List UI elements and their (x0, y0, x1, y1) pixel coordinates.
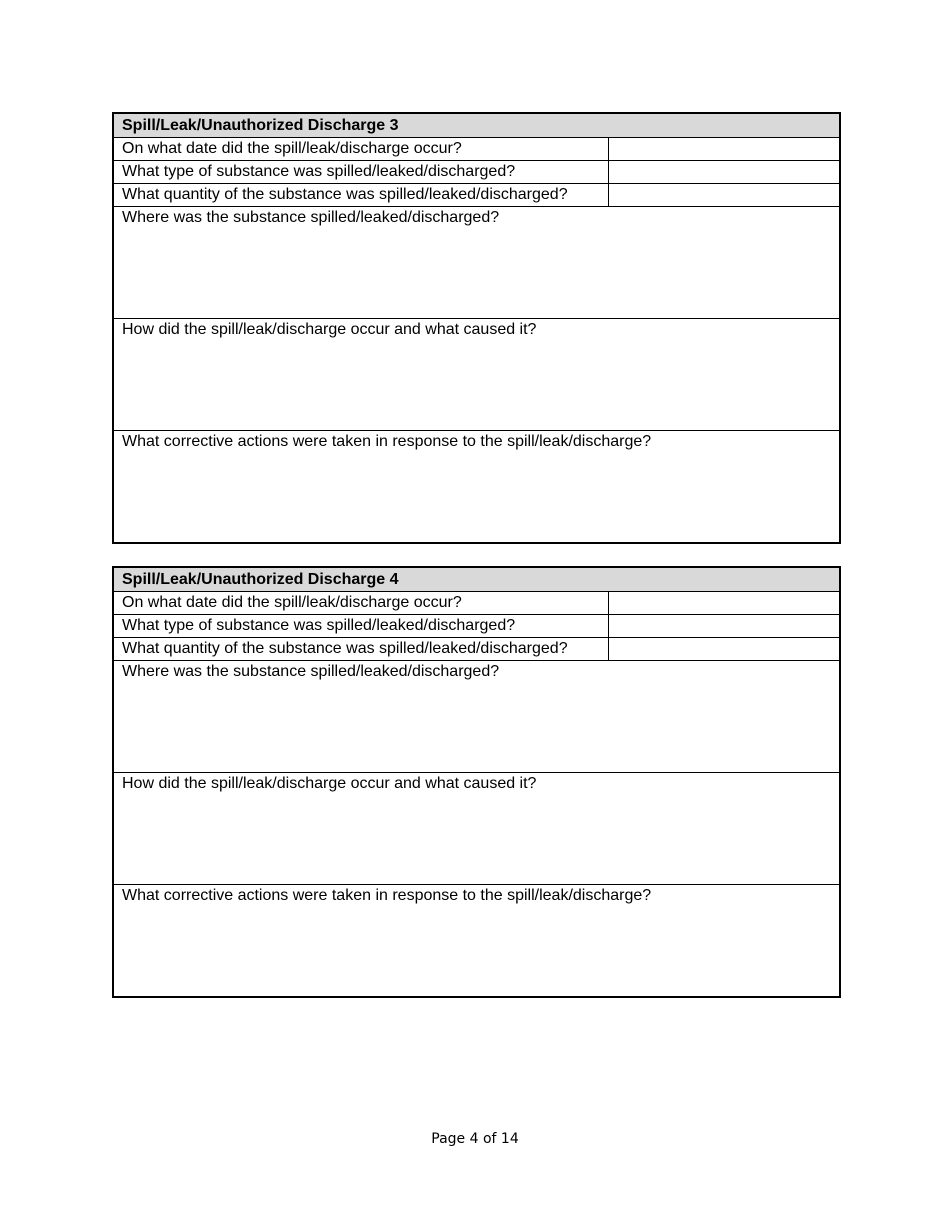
location-question: Where was the substance spilled/leaked/discharged? (122, 209, 500, 226)
date-answer-field[interactable] (608, 138, 840, 161)
discharge-4-title: Spill/Leak/Unauthorized Discharge 4 (113, 567, 840, 592)
discharge-3-table (112, 112, 841, 544)
cause-question: How did the spill/leak/discharge occur and what caused it? (122, 321, 537, 338)
quantity-answer-field[interactable] (608, 184, 840, 207)
page-number: Page 4 of 14 (431, 1131, 519, 1147)
quantity-question: What quantity of the substance was spilled/leaked/discharged? (113, 184, 608, 207)
discharge-3-title: Spill/Leak/Unauthorized Discharge 3 (113, 113, 840, 138)
quantity-question: What quantity of the substance was spilled/leaked/discharged? (113, 638, 608, 661)
corrective-actions-question: What corrective actions were taken in response to the spill/leak/discharge? (122, 887, 652, 904)
corrective-actions-question: What corrective actions were taken in response to the spill/leak/discharge? (122, 433, 652, 450)
date-question: On what date did the spill/leak/discharge occur? (113, 138, 608, 161)
substance-type-answer-field[interactable] (608, 615, 840, 638)
cause-answer-field[interactable] (113, 319, 840, 431)
date-answer-field[interactable] (608, 592, 840, 615)
corrective-actions-answer-field[interactable] (113, 431, 840, 544)
substance-type-question: What type of substance was spilled/leaked/discharged? (113, 615, 608, 638)
substance-type-answer-field[interactable] (608, 161, 840, 184)
corrective-actions-answer-field[interactable] (113, 885, 840, 998)
quantity-answer-field[interactable] (608, 638, 840, 661)
location-question: Where was the substance spilled/leaked/discharged? (122, 663, 500, 680)
date-question: On what date did the spill/leak/discharge occur? (113, 592, 608, 615)
discharge-4-table (112, 566, 841, 998)
cause-question: How did the spill/leak/discharge occur and what caused it? (122, 775, 537, 792)
cause-answer-field[interactable] (113, 773, 840, 885)
substance-type-question: What type of substance was spilled/leaked/discharged? (113, 161, 608, 184)
location-answer-field[interactable] (113, 207, 840, 319)
location-answer-field[interactable] (113, 661, 840, 773)
